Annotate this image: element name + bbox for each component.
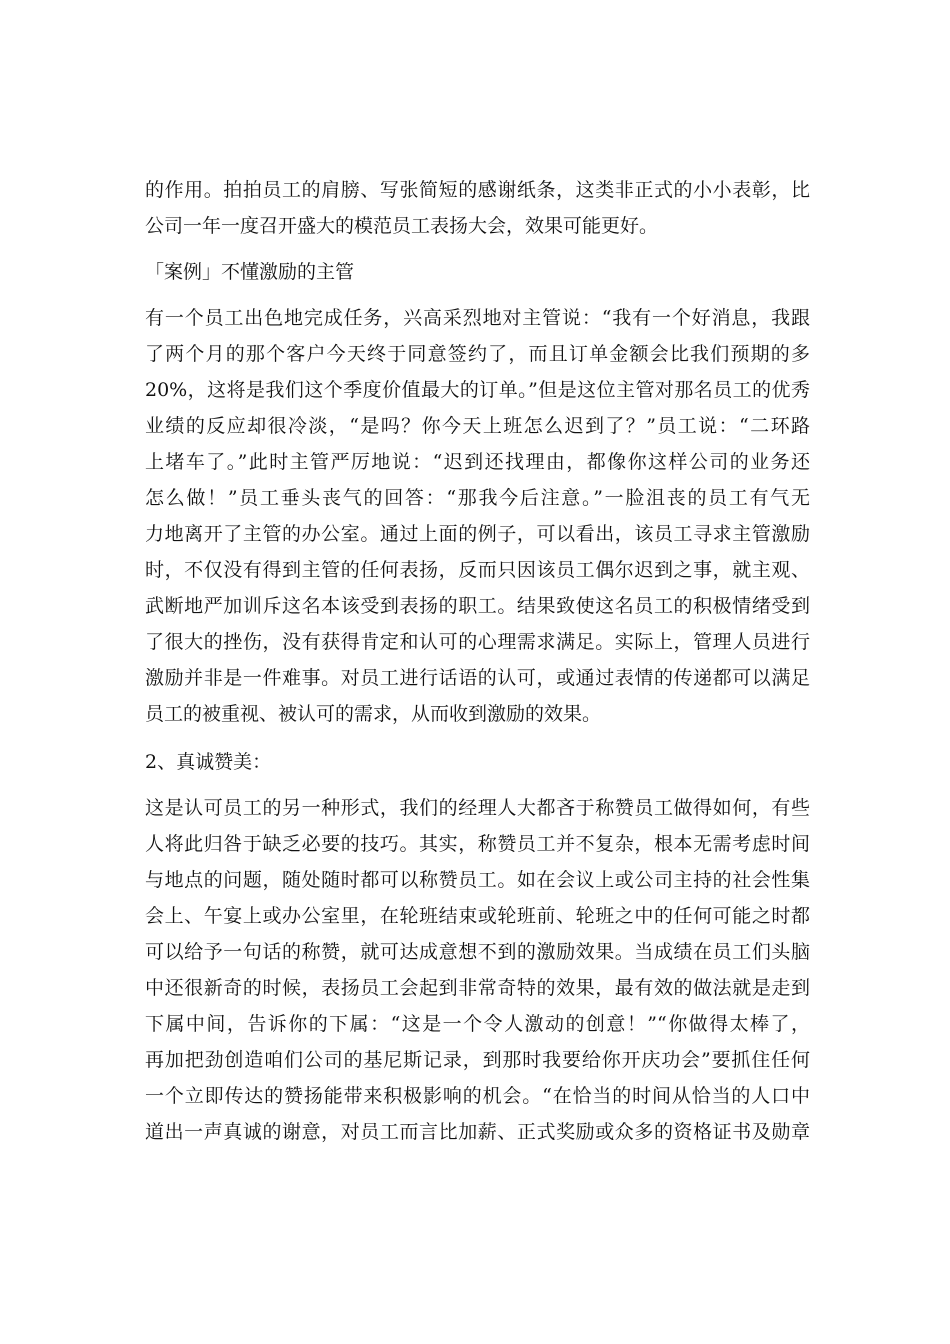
text-line: 道出一声真诚的谢意，对员工而言比加薪、正式奖励或众多的资格证书及勋章: [145, 1121, 810, 1143]
text-line: 与地点的问题，随处随时都可以称赞员工。如在会议上或公司主持的社会性集: [145, 869, 810, 891]
document-body: [145, 172, 810, 1150]
text-line: 这是认可员工的另一种形式，我们的经理人大都吝于称赞员工做得如何，有些: [145, 797, 810, 819]
text-line: 武断地严加训斥这名本该受到表扬的职工。结果致使这名员工的积极情绪受到: [145, 595, 810, 617]
text-line: 激励并非是一件难事。对员工进行话语的认可，或通过表情的传递都可以满足: [145, 667, 810, 689]
case-heading-block: [145, 254, 810, 290]
intro-paragraph: [145, 172, 810, 244]
text-line: 上堵车了。”此时主管严厉地说：“迟到还找理由，都像你这样公司的业务还: [145, 451, 810, 473]
text-line: 下属中间，告诉你的下属：“这是一个令人激动的创意！”“你做得太棒了，: [145, 1013, 810, 1035]
text-line: 了很大的挫伤，没有获得肯定和认可的心理需求满足。实际上，管理人员进行: [145, 631, 810, 653]
text-line: 会上、午宴上或办公室里，在轮班结束或轮班前、轮班之中的任何可能之时都: [145, 905, 810, 927]
text-line: 有一个员工出色地完成任务，兴高采烈地对主管说：“我有一个好消息，我跟: [145, 307, 810, 329]
text-line: 一个立即传达的赞扬能带来积极影响的机会。“在恰当的时间从恰当的人口中: [145, 1085, 810, 1107]
text-line: 可以给予一句话的称赞，就可达成意想不到的激励效果。当成绩在员工们头脑: [145, 941, 810, 963]
text-line: 员工的被重视、被认可的需求，从而收到激励的效果。: [145, 703, 602, 725]
text-line: 再加把劲创造咱们公司的基尼斯记录，到那时我要给你开庆功会”要抓住任何: [145, 1049, 810, 1071]
text-line: 公司一年一度召开盛大的模范员工表扬大会，效果可能更好。: [145, 215, 659, 237]
section-heading-block: [145, 744, 810, 780]
text-line: 了两个月的那个客户今天终于同意签约了，而且订单金额会比我们预期的多: [145, 343, 810, 365]
text-line: 业绩的反应却很冷淡，“是吗？你今天上班怎么迟到了？”员工说：“二环路: [145, 415, 810, 437]
text-line: 的作用。拍拍员工的肩膀、写张简短的感谢纸条，这类非正式的小小表彰，比: [145, 179, 810, 201]
text-line: 20%，这将是我们这个季度价值最大的订单。”但是这位主管对那名员工的优秀: [145, 379, 810, 401]
text-line: 中还很新奇的时候，表扬员工会起到非常奇特的效果，最有效的做法就是走到: [145, 977, 810, 999]
praise-paragraph: [145, 790, 810, 1150]
text-line: 人将此归咎于缺乏必要的技巧。其实，称赞员工并不复杂，根本无需考虑时间: [145, 833, 810, 855]
text-line: 力地离开了主管的办公室。通过上面的例子，可以看出，该员工寻求主管激励: [145, 523, 810, 545]
section-heading: 2、真诚赞美：: [145, 751, 272, 773]
text-line: 时，不仅没有得到主管的任何表扬，反而只因该员工偶尔迟到之事，就主观、: [145, 559, 810, 581]
text-line: 怎么做！”员工垂头丧气的回答：“那我今后注意。”一脸沮丧的员工有气无: [145, 487, 810, 509]
case-paragraph: [145, 300, 810, 732]
case-heading: 「案例」不懂激励的主管: [145, 261, 355, 283]
